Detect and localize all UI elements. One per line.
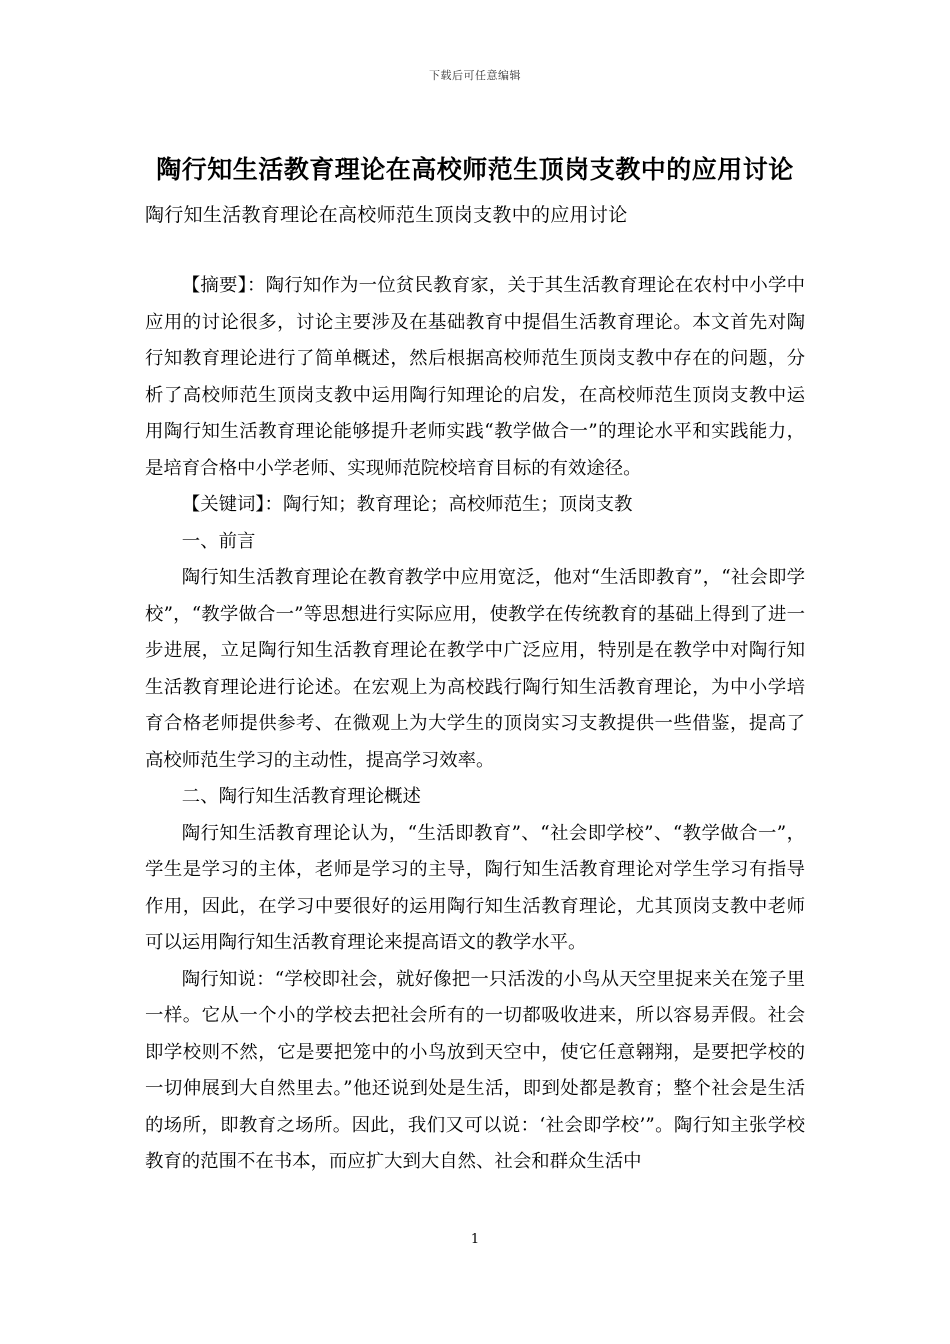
page-number: 1	[470, 1232, 480, 1247]
document-subtitle: 陶行知生活教育理论在高校师范生顶岗支教中的应用讨论	[145, 204, 628, 226]
body-paragraph: 陶行知生活教育理论认为，“生活即教育”、“社会即学校”、“教学做合一”，学生是学习的主体，老师是学习的主导，陶行知生活教育理论对学生学习有指导作用，因此，在学习中要很好的运用陶行知生活教育理论，尤其顶岗支教中老师可以运用陶行知生活教育理论来提高语文的教学水平。	[145, 822, 805, 953]
document-body	[145, 268, 805, 1181]
header-note: 下载后可任意编辑	[429, 69, 521, 82]
body-paragraph: 陶行知生活教育理论在教育教学中应用宽泛，他对“生活即教育”，“社会即学校”，“教学做合一”等思想进行实际应用，使教学在传统教育的基础上得到了进一步进展，立足陶行知生活教育理论在教学中广泛应用，特别是在教学中对陶行知生活教育理论进行论述。在宏观上为高校践行陶行知生活教育理论，为中小学培育合格老师提供参考、在微观上为大学生的顶岗实习支教提供一些借鉴，提高了高校师范生学习的主动性，提高学习效率。	[145, 567, 805, 771]
section-heading-overview: 二、陶行知生活教育理论概述	[181, 786, 421, 807]
body-paragraph: 陶行知说：“学校即社会，就好像把一只活泼的小鸟从天空里捉来关在笼子里一样。它从一个小的学校去把社会所有的一切都吸收进来，所以容易弄假。社会即学校则不然，它是要把笼中的小鸟放到天空中，使它任意翱翔，是要把学校的一切伸展到大自然里去。”他还说到处是生活，即到处都是教育；整个社会是生活的场所，即教育之场所。因此，我们又可以说：‘社会即学校’”。陶行知主张学校教育的范围不在书本，而应扩大到大自然、社会和群众生活中	[145, 968, 805, 1172]
keywords-paragraph: 【关键词】：陶行知；教育理论；高校师范生；顶岗支教	[181, 494, 633, 515]
document-title: 陶行知生活教育理论在高校师范生顶岗支教中的应用讨论	[156, 155, 794, 184]
section-heading-preface: 一、前言	[181, 530, 256, 552]
abstract-paragraph: 【摘要】：陶行知作为一位贫民教育家，关于其生活教育理论在农村中小学中应用的讨论很多，讨论主要涉及在基础教育中提倡生活教育理论。本文首先对陶行知教育理论进行了简单概述，然后根据高校师范生顶岗支教中存在的问题，分析了高校师范生顶岗支教中运用陶行知理论的启发，在高校师范生顶岗支教中运用陶行知生活教育理论能够提升老师实践“教学做合一”的理论水平和实践能力，是培育合格中小学老师、实现师范院校培育目标的有效途径。	[145, 275, 805, 479]
